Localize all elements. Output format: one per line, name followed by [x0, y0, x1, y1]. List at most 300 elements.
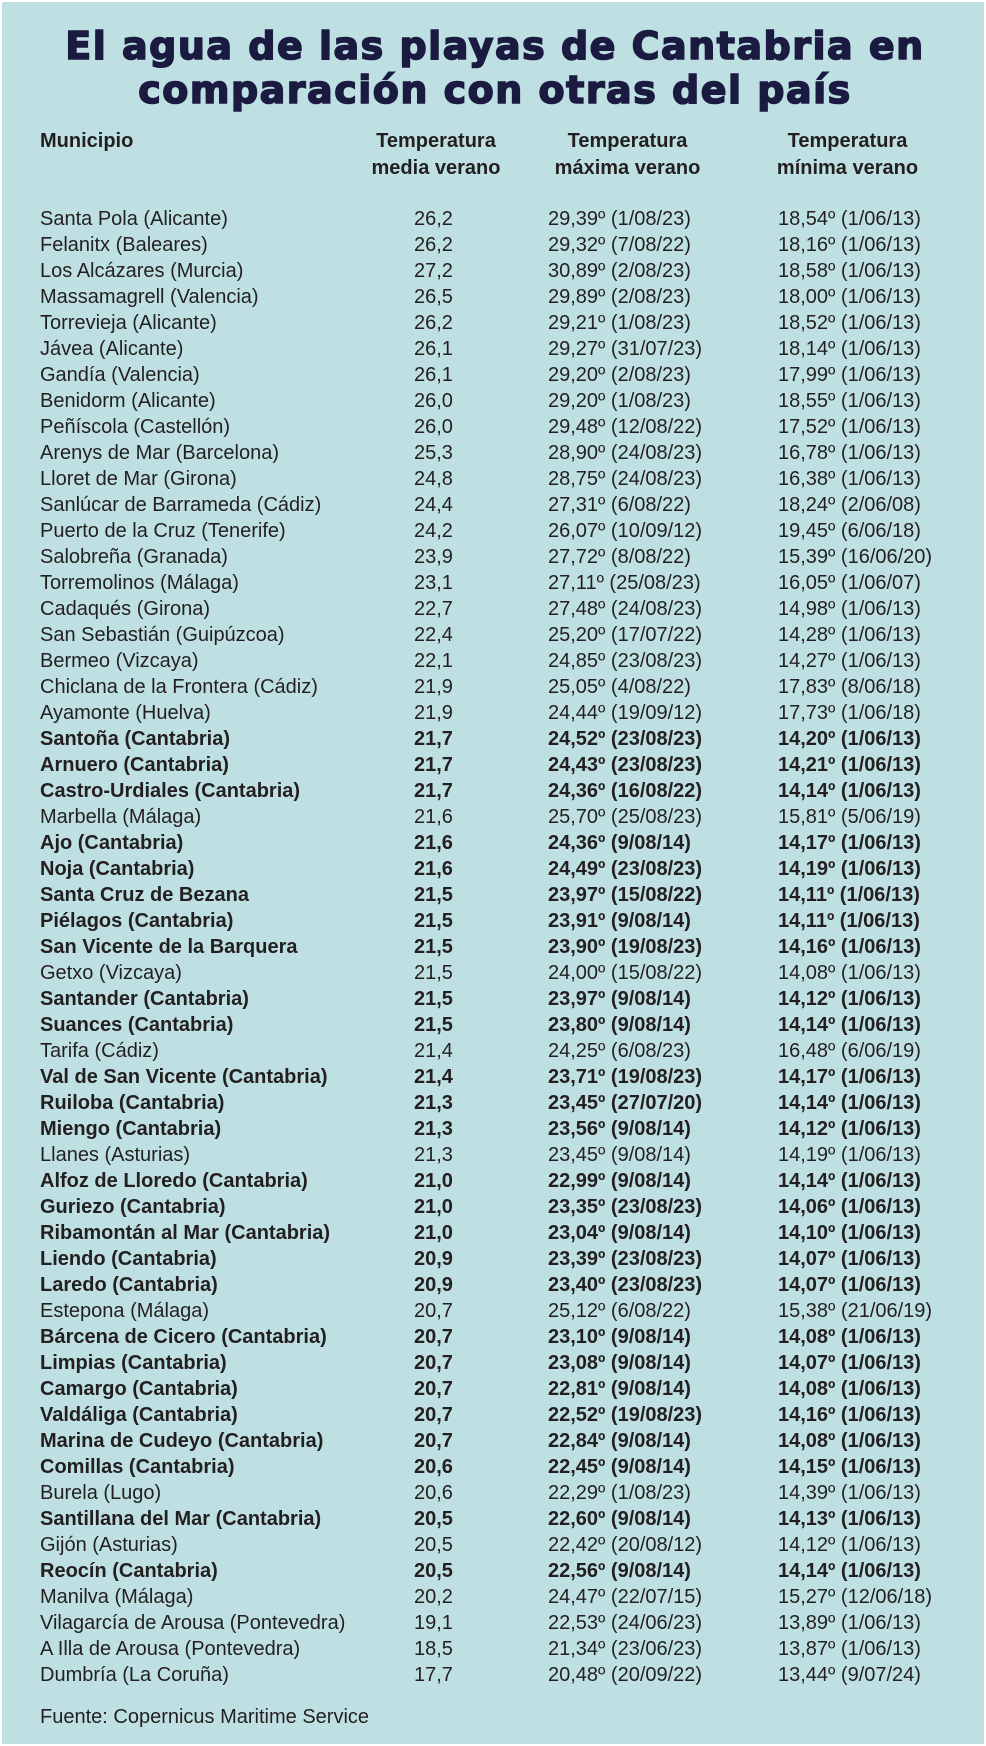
minima-cell: 14,07º (1/06/13)	[778, 1248, 921, 1270]
table-row	[0, 388, 986, 414]
media-cell: 22,7	[414, 598, 453, 620]
maxima-cell: 23,91º (9/08/14)	[548, 910, 691, 932]
media-cell: 26,0	[414, 390, 453, 412]
municipio-cell: Sanlúcar de Barrameda (Cádiz)	[40, 494, 322, 516]
maxima-cell: 27,72º (8/08/22)	[548, 546, 691, 568]
table-row	[0, 1350, 986, 1376]
maxima-cell: 21,34º (23/06/23)	[548, 1638, 703, 1660]
minima-cell: 18,00º (1/06/13)	[778, 286, 921, 308]
municipio-cell: Valdáliga (Cantabria)	[40, 1404, 238, 1426]
table-row	[0, 934, 986, 960]
municipio-cell: Piélagos (Cantabria)	[40, 910, 234, 932]
municipio-cell: Santander (Cantabria)	[40, 988, 249, 1010]
media-cell: 20,5	[414, 1534, 453, 1556]
municipio-cell: Camargo (Cantabria)	[40, 1378, 238, 1400]
maxima-cell: 22,53º (24/06/23)	[548, 1612, 703, 1634]
maxima-cell: 29,32º (7/08/22)	[548, 234, 691, 256]
header-minima-line-2: mínima verano	[776, 157, 919, 179]
table-row	[0, 206, 986, 232]
municipio-cell: Torrevieja (Alicante)	[40, 312, 217, 334]
media-cell: 20,6	[414, 1482, 453, 1504]
table-row	[0, 1584, 986, 1610]
media-cell: 20,7	[414, 1430, 453, 1452]
media-cell: 20,9	[414, 1248, 453, 1270]
municipio-cell: Val de San Vicente (Cantabria)	[40, 1066, 328, 1088]
maxima-cell: 23,56º (9/08/14)	[548, 1118, 691, 1140]
media-cell: 24,4	[414, 494, 453, 516]
media-cell: 21,0	[414, 1170, 453, 1192]
minima-cell: 17,52º (1/06/13)	[778, 416, 921, 438]
maxima-cell: 22,42º (20/08/12)	[548, 1534, 703, 1556]
title-line-2: comparación con otras del país	[138, 68, 852, 112]
table-row	[0, 1142, 986, 1168]
table-row	[0, 1454, 986, 1480]
minima-cell: 18,58º (1/06/13)	[778, 260, 921, 282]
media-cell: 18,5	[414, 1638, 453, 1660]
maxima-cell: 24,25º (6/08/23)	[548, 1040, 691, 1062]
media-cell: 24,8	[414, 468, 453, 490]
municipio-cell: Santa Cruz de Bezana	[40, 884, 249, 906]
media-cell: 25,3	[414, 442, 453, 464]
maxima-cell: 27,48º (24/08/23)	[548, 598, 703, 620]
table-row	[0, 700, 986, 726]
table-row	[0, 1220, 986, 1246]
maxima-cell: 20,48º (20/09/22)	[548, 1664, 703, 1686]
header-maxima-line-1: Temperatura	[567, 130, 688, 152]
table-row	[0, 856, 986, 882]
municipio-cell: Bermeo (Vizcaya)	[40, 650, 199, 672]
table-row	[0, 1246, 986, 1272]
municipio-cell: Suances (Cantabria)	[40, 1014, 234, 1036]
minima-cell: 14,19º (1/06/13)	[778, 1144, 921, 1166]
media-cell: 21,5	[414, 962, 453, 984]
table-row	[0, 622, 986, 648]
media-cell: 21,3	[414, 1144, 453, 1166]
minima-cell: 18,24º (2/06/08)	[778, 494, 921, 516]
maxima-cell: 23,40º (23/08/23)	[548, 1274, 703, 1296]
media-cell: 21,5	[414, 1014, 453, 1036]
minima-cell: 15,39º (16/06/20)	[778, 546, 933, 568]
municipio-cell: Gandía (Valencia)	[40, 364, 200, 386]
maxima-cell: 24,49º (23/08/23)	[548, 858, 703, 880]
media-cell: 20,5	[414, 1560, 453, 1582]
maxima-cell: 26,07º (10/09/12)	[548, 520, 703, 542]
minima-cell: 14,12º (1/06/13)	[778, 1118, 921, 1140]
minima-cell: 16,78º (1/06/13)	[778, 442, 921, 464]
maxima-cell: 29,48º (12/08/22)	[548, 416, 703, 438]
maxima-cell: 28,75º (24/08/23)	[548, 468, 703, 490]
municipio-cell: Massamagrell (Valencia)	[40, 286, 259, 308]
municipio-cell: Miengo (Cantabria)	[40, 1118, 222, 1140]
media-cell: 19,1	[414, 1612, 453, 1634]
maxima-cell: 23,97º (9/08/14)	[548, 988, 691, 1010]
municipio-cell: Felanitx (Baleares)	[40, 234, 208, 256]
minima-cell: 14,14º (1/06/13)	[778, 1560, 921, 1582]
minima-cell: 14,08º (1/06/13)	[778, 1430, 921, 1452]
media-cell: 21,6	[414, 806, 453, 828]
table-row	[0, 1168, 986, 1194]
table-row	[0, 414, 986, 440]
minima-cell: 14,14º (1/06/13)	[778, 1014, 921, 1036]
minima-cell: 14,98º (1/06/13)	[778, 598, 921, 620]
table-row	[0, 726, 986, 752]
municipio-cell: Lloret de Mar (Girona)	[40, 468, 237, 490]
header-maxima	[545, 128, 710, 182]
table-row	[0, 1662, 986, 1688]
maxima-cell: 30,89º (2/08/23)	[548, 260, 691, 282]
media-cell: 21,5	[414, 910, 453, 932]
minima-cell: 14,14º (1/06/13)	[778, 780, 921, 802]
municipio-cell: Santa Pola (Alicante)	[40, 208, 228, 230]
table-row	[0, 1610, 986, 1636]
minima-cell: 14,12º (1/06/13)	[778, 988, 921, 1010]
maxima-cell: 22,81º (9/08/14)	[548, 1378, 691, 1400]
municipio-cell: Ribamontán al Mar (Cantabria)	[40, 1222, 331, 1244]
minima-cell: 17,73º (1/06/18)	[778, 702, 921, 724]
maxima-cell: 25,12º (6/08/22)	[548, 1300, 691, 1322]
table-row	[0, 1532, 986, 1558]
maxima-cell: 23,08º (9/08/14)	[548, 1352, 691, 1374]
maxima-cell: 23,35º (23/08/23)	[548, 1196, 703, 1218]
minima-cell: 14,08º (1/06/13)	[778, 1378, 921, 1400]
title-line-1: El agua de las playas de Cantabria en	[65, 24, 925, 68]
municipio-cell: Cadaqués (Girona)	[40, 598, 211, 620]
minima-cell: 14,16º (1/06/13)	[778, 1404, 921, 1426]
media-cell: 23,1	[414, 572, 453, 594]
maxima-cell: 22,56º (9/08/14)	[548, 1560, 691, 1582]
media-cell: 20,5	[414, 1508, 453, 1530]
minima-cell: 14,10º (1/06/13)	[778, 1222, 921, 1244]
maxima-cell: 23,80º (9/08/14)	[548, 1014, 691, 1036]
media-cell: 22,4	[414, 624, 453, 646]
minima-cell: 14,12º (1/06/13)	[778, 1534, 921, 1556]
maxima-cell: 22,60º (9/08/14)	[548, 1508, 691, 1530]
minima-cell: 15,27º (12/06/18)	[778, 1586, 933, 1608]
municipio-cell: Limpias (Cantabria)	[40, 1352, 227, 1374]
municipio-cell: Noja (Cantabria)	[40, 858, 195, 880]
maxima-cell: 24,44º (19/09/12)	[548, 702, 703, 724]
minima-cell: 14,08º (1/06/13)	[778, 962, 921, 984]
minima-cell: 18,16º (1/06/13)	[778, 234, 921, 256]
media-cell: 24,2	[414, 520, 453, 542]
municipio-cell: Bárcena de Cicero (Cantabria)	[40, 1326, 327, 1348]
media-cell: 26,5	[414, 286, 453, 308]
municipio-cell: Chiclana de la Frontera (Cádiz)	[40, 676, 318, 698]
maxima-cell: 22,84º (9/08/14)	[548, 1430, 691, 1452]
maxima-cell: 25,70º (25/08/23)	[548, 806, 703, 828]
municipio-cell: Guriezo (Cantabria)	[40, 1196, 226, 1218]
table-row	[0, 1636, 986, 1662]
media-cell: 20,9	[414, 1274, 453, 1296]
media-cell: 21,7	[414, 754, 453, 776]
municipio-cell: Santillana del Mar (Cantabria)	[40, 1508, 322, 1530]
minima-cell: 14,19º (1/06/13)	[778, 858, 921, 880]
table-row	[0, 1194, 986, 1220]
municipio-cell: Liendo (Cantabria)	[40, 1248, 217, 1270]
maxima-cell: 24,00º (15/08/22)	[548, 962, 703, 984]
media-cell: 17,7	[414, 1664, 453, 1686]
table-row	[0, 466, 986, 492]
minima-cell: 14,11º (1/06/13)	[778, 884, 920, 906]
municipio-cell: Jávea (Alicante)	[40, 338, 184, 360]
maxima-cell: 22,29º (1/08/23)	[548, 1482, 691, 1504]
header-municipio: Municipio	[40, 130, 134, 152]
minima-cell: 14,11º (1/06/13)	[778, 910, 920, 932]
media-cell: 21,3	[414, 1118, 453, 1140]
minima-cell: 17,99º (1/06/13)	[778, 364, 921, 386]
minima-cell: 14,14º (1/06/13)	[778, 1170, 921, 1192]
table-row	[0, 310, 986, 336]
minima-cell: 16,48º (6/06/19)	[778, 1040, 921, 1062]
table-row	[0, 258, 986, 284]
minima-cell: 14,39º (1/06/13)	[778, 1482, 921, 1504]
minima-cell: 13,89º (1/06/13)	[778, 1612, 921, 1634]
municipio-cell: Llanes (Asturias)	[40, 1144, 191, 1166]
municipio-cell: Vilagarcía de Arousa (Pontevedra)	[40, 1612, 346, 1634]
municipio-cell: Peñíscola (Castellón)	[40, 416, 231, 438]
minima-cell: 17,83º (8/06/18)	[778, 676, 921, 698]
media-cell: 23,9	[414, 546, 453, 568]
municipio-cell: Reocín (Cantabria)	[40, 1560, 218, 1582]
minima-cell: 19,45º (6/06/18)	[778, 520, 921, 542]
minima-cell: 14,17º (1/06/13)	[778, 1066, 921, 1088]
table-row	[0, 544, 986, 570]
municipio-cell: Dumbría (La Coruña)	[40, 1664, 229, 1686]
source-note: Fuente: Copernicus Maritime Service	[40, 1706, 370, 1728]
minima-cell: 15,81º (5/06/19)	[778, 806, 921, 828]
table-row	[0, 882, 986, 908]
maxima-cell: 24,36º (9/08/14)	[548, 832, 691, 854]
maxima-cell: 23,10º (9/08/14)	[548, 1326, 691, 1348]
media-cell: 21,9	[414, 676, 453, 698]
minima-cell: 14,21º (1/06/13)	[778, 754, 921, 776]
table-row	[0, 1298, 986, 1324]
municipio-cell: Ayamonte (Huelva)	[40, 702, 211, 724]
minima-cell: 14,14º (1/06/13)	[778, 1092, 921, 1114]
media-cell: 26,2	[414, 312, 453, 334]
minima-cell: 14,17º (1/06/13)	[778, 832, 921, 854]
municipio-cell: Comillas (Cantabria)	[40, 1456, 235, 1478]
maxima-cell: 22,52º (19/08/23)	[548, 1404, 703, 1426]
minima-cell: 14,07º (1/06/13)	[778, 1274, 921, 1296]
media-cell: 21,5	[414, 936, 453, 958]
minima-cell: 18,55º (1/06/13)	[778, 390, 921, 412]
table-row	[0, 1064, 986, 1090]
header-minima	[765, 128, 930, 182]
maxima-cell: 23,04º (9/08/14)	[548, 1222, 691, 1244]
media-cell: 21,0	[414, 1196, 453, 1218]
media-cell: 21,3	[414, 1092, 453, 1114]
media-cell: 26,1	[414, 338, 453, 360]
municipio-cell: Ruiloba (Cantabria)	[40, 1092, 225, 1114]
header-media-line-2: media verano	[371, 157, 501, 179]
municipio-cell: Castro-Urdiales (Cantabria)	[40, 780, 301, 802]
media-cell: 26,0	[414, 416, 453, 438]
minima-cell: 16,05º (1/06/07)	[778, 572, 921, 594]
maxima-cell: 29,27º (31/07/23)	[548, 338, 703, 360]
minima-cell: 14,20º (1/06/13)	[778, 728, 921, 750]
table-row	[0, 284, 986, 310]
maxima-cell: 22,45º (9/08/14)	[548, 1456, 691, 1478]
municipio-cell: Gijón (Asturias)	[40, 1534, 178, 1556]
media-cell: 27,2	[414, 260, 453, 282]
maxima-cell: 23,90º (19/08/23)	[548, 936, 703, 958]
municipio-cell: Arnuero (Cantabria)	[40, 754, 229, 776]
maxima-cell: 28,90º (24/08/23)	[548, 442, 703, 464]
media-cell: 21,5	[414, 988, 453, 1010]
page-title	[2, 24, 986, 112]
media-cell: 21,6	[414, 858, 453, 880]
table-row	[0, 960, 986, 986]
minima-cell: 14,06º (1/06/13)	[778, 1196, 921, 1218]
minima-cell: 13,44º (9/07/24)	[778, 1664, 921, 1686]
minima-cell: 18,52º (1/06/13)	[778, 312, 921, 334]
media-cell: 20,2	[414, 1586, 453, 1608]
media-cell: 20,7	[414, 1300, 453, 1322]
municipio-cell: Tarifa (Cádiz)	[40, 1040, 159, 1062]
maxima-cell: 25,05º (4/08/22)	[548, 676, 691, 698]
minima-cell: 16,38º (1/06/13)	[778, 468, 921, 490]
maxima-cell: 27,31º (6/08/22)	[548, 494, 691, 516]
maxima-cell: 29,21º (1/08/23)	[548, 312, 691, 334]
table-row	[0, 596, 986, 622]
media-cell: 26,2	[414, 234, 453, 256]
table-row	[0, 674, 986, 700]
municipio-cell: A Illa de Arousa (Pontevedra)	[40, 1638, 301, 1660]
media-cell: 20,6	[414, 1456, 453, 1478]
table-row	[0, 1116, 986, 1142]
table-row	[0, 1480, 986, 1506]
media-cell: 21,5	[414, 884, 453, 906]
municipio-cell: Torremolinos (Málaga)	[40, 572, 239, 594]
table-row	[0, 752, 986, 778]
municipio-cell: San Vicente de la Barquera	[40, 936, 298, 958]
table-row	[0, 1402, 986, 1428]
media-cell: 21,6	[414, 832, 453, 854]
media-cell: 21,7	[414, 728, 453, 750]
maxima-cell: 29,89º (2/08/23)	[548, 286, 691, 308]
minima-cell: 14,28º (1/06/13)	[778, 624, 921, 646]
table-row	[0, 908, 986, 934]
media-cell: 20,7	[414, 1378, 453, 1400]
minima-cell: 18,14º (1/06/13)	[778, 338, 921, 360]
maxima-cell: 29,20º (1/08/23)	[548, 390, 691, 412]
maxima-cell: 25,20º (17/07/22)	[548, 624, 703, 646]
municipio-cell: Ajo (Cantabria)	[40, 832, 184, 854]
media-cell: 21,4	[414, 1066, 453, 1088]
maxima-cell: 22,99º (9/08/14)	[548, 1170, 691, 1192]
table-row	[0, 1012, 986, 1038]
table-row	[0, 232, 986, 258]
maxima-cell: 24,43º (23/08/23)	[548, 754, 703, 776]
media-cell: 20,7	[414, 1326, 453, 1348]
municipio-cell: Burela (Lugo)	[40, 1482, 162, 1504]
municipio-cell: Los Alcázares (Murcia)	[40, 260, 244, 282]
maxima-cell: 24,52º (23/08/23)	[548, 728, 703, 750]
media-cell: 21,0	[414, 1222, 453, 1244]
municipio-cell: San Sebastián (Guipúzcoa)	[40, 624, 285, 646]
table-row	[0, 1558, 986, 1584]
municipio-cell: Getxo (Vizcaya)	[40, 962, 182, 984]
minima-cell: 15,38º (21/06/19)	[778, 1300, 933, 1322]
table-row	[0, 830, 986, 856]
municipio-cell: Puerto de la Cruz (Tenerife)	[40, 520, 286, 542]
maxima-cell: 23,45º (9/08/14)	[548, 1144, 691, 1166]
municipio-cell: Salobreña (Granada)	[40, 546, 228, 568]
minima-cell: 14,15º (1/06/13)	[778, 1456, 921, 1478]
table-row	[0, 1376, 986, 1402]
table-row	[0, 336, 986, 362]
municipio-cell: Alfoz de Lloredo (Cantabria)	[40, 1170, 308, 1192]
table-row	[0, 518, 986, 544]
minima-cell: 14,27º (1/06/13)	[778, 650, 921, 672]
media-cell: 20,7	[414, 1404, 453, 1426]
maxima-cell: 24,36º (16/08/22)	[548, 780, 703, 802]
media-cell: 21,4	[414, 1040, 453, 1062]
media-cell: 26,1	[414, 364, 453, 386]
minima-cell: 14,08º (1/06/13)	[778, 1326, 921, 1348]
media-cell: 21,7	[414, 780, 453, 802]
maxima-cell: 29,39º (1/08/23)	[548, 208, 691, 230]
header-maxima-line-2: máxima verano	[554, 157, 701, 179]
municipio-cell: Laredo (Cantabria)	[40, 1274, 218, 1296]
table-row	[0, 986, 986, 1012]
minima-cell: 14,07º (1/06/13)	[778, 1352, 921, 1374]
maxima-cell: 24,85º (23/08/23)	[548, 650, 703, 672]
table-row	[0, 362, 986, 388]
maxima-cell: 23,71º (19/08/23)	[548, 1066, 703, 1088]
table-row	[0, 570, 986, 596]
table-row	[0, 778, 986, 804]
table-row	[0, 440, 986, 466]
maxima-cell: 23,45º (27/07/20)	[548, 1092, 703, 1114]
maxima-cell: 27,11º (25/08/23)	[548, 572, 701, 594]
table-row	[0, 1324, 986, 1350]
municipio-cell: Arenys de Mar (Barcelona)	[40, 442, 279, 464]
minima-cell: 14,13º (1/06/13)	[778, 1508, 921, 1530]
minima-cell: 13,87º (1/06/13)	[778, 1638, 921, 1660]
temperature-table	[0, 206, 986, 1688]
municipio-cell: Marina de Cudeyo (Cantabria)	[40, 1430, 324, 1452]
minima-cell: 18,54º (1/06/13)	[778, 208, 921, 230]
maxima-cell: 23,97º (15/08/22)	[548, 884, 703, 906]
media-cell: 20,7	[414, 1352, 453, 1374]
maxima-cell: 29,20º (2/08/23)	[548, 364, 691, 386]
municipio-cell: Benidorm (Alicante)	[40, 390, 216, 412]
table-row	[0, 648, 986, 674]
table-row	[0, 1038, 986, 1064]
media-cell: 26,2	[414, 208, 453, 230]
header-media-line-1: Temperatura	[376, 130, 496, 152]
maxima-cell: 23,39º (23/08/23)	[548, 1248, 703, 1270]
media-cell: 22,1	[414, 650, 453, 672]
municipio-cell: Manilva (Málaga)	[40, 1586, 194, 1608]
municipio-cell: Santoña (Cantabria)	[40, 728, 231, 750]
media-cell: 21,9	[414, 702, 453, 724]
table-row	[0, 804, 986, 830]
minima-cell: 14,16º (1/06/13)	[778, 936, 921, 958]
maxima-cell: 24,47º (22/07/15)	[548, 1586, 703, 1608]
table-row	[0, 1506, 986, 1532]
table-row	[0, 1428, 986, 1454]
table-row	[0, 1090, 986, 1116]
table-row	[0, 492, 986, 518]
municipio-cell: Marbella (Málaga)	[40, 806, 202, 828]
table-row	[0, 1272, 986, 1298]
header-media	[360, 128, 512, 182]
header-minima-line-1: Temperatura	[787, 130, 908, 152]
municipio-cell: Estepona (Málaga)	[40, 1300, 209, 1322]
